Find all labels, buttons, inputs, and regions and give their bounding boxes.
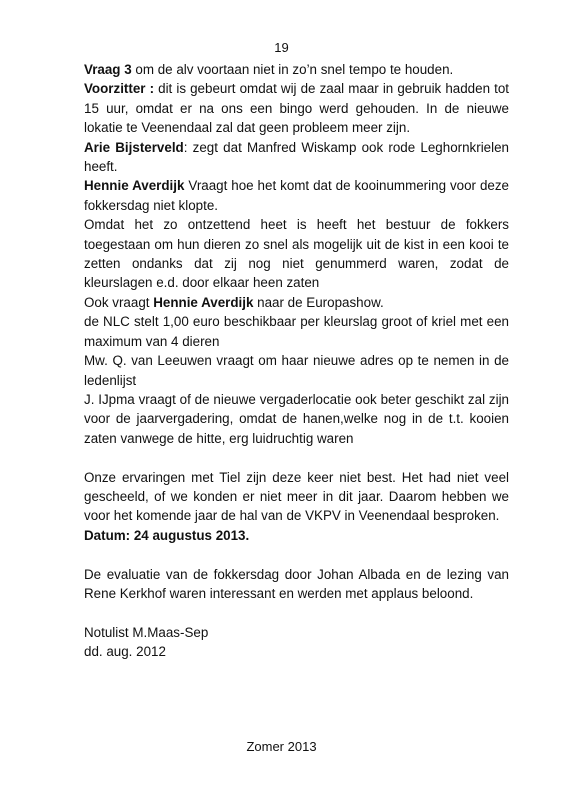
paragraph-nlc: de NLC stelt 1,00 euro beschikbaar per kleurslag groot of kriel met een maximum van 4 dieren [84, 314, 509, 349]
speaker-label: Voorzitter : [84, 81, 155, 97]
datum-line: Datum: 24 augustus 2013. [84, 527, 250, 543]
paragraph-omdat: Omdat het zo ontzettend heet is heeft het bestuur de fokkers toegestaan om hun dieren zo snel als mogelijk uit de kist in een kooi te zetten ondanks dat zij nog niet genummerd waren, zodat de kleurslagen e.d. door elkaar heen zaten [84, 217, 509, 291]
speaker-label: Vraag 3 [84, 62, 132, 77]
page-number: 19 [274, 40, 289, 55]
paragraph-arie: Arie Bijsterveld: zegt dat Manfred Wiskamp ook rode Leghornkrielen heeft. [84, 139, 509, 175]
paragraph-vraag3: Vraag 3 om de alv voortaan niet in zo’n snel tempo te houden. [84, 62, 454, 77]
document-body [84, 60, 509, 662]
speaker-label: Hennie Averdijk [153, 294, 254, 310]
paragraph-ijpma: J. IJpma vraagt of de nieuwe vergaderlocatie ook beter geschikt zal zijn voor de jaarvergadering, omdat de hanen,welke nog in de t.t. kooien zaten vanwege de hitte, erg luidruchtig waren [84, 391, 509, 446]
date-line: dd. aug. 2012 [84, 644, 166, 660]
notulist-line: Notulist M.Maas-Sep [84, 624, 209, 640]
paragraph-evaluation: De evaluatie van de fokkersdag door Johan Albada en de lezing van Rene Kerkhof waren interessant en werden met applaus beloond. [84, 566, 509, 601]
paragraph-leeuwen: Mw. Q. van Leeuwen vraagt om haar nieuwe adres op te nemen in de ledenlijst [84, 353, 509, 388]
speaker-label: Arie Bijsterveld [84, 139, 184, 155]
paragraph-experience: Onze ervaringen met Tiel zijn deze keer niet best. Het had niet veel gescheeld, of we konden er niet meer in dit jaar. Daarom hebben we voor het komende jaar de hal van de VKPV in Veenendaal besproken. [84, 469, 509, 524]
page-footer: Zomer 2013 [246, 739, 317, 754]
speaker-label: Hennie Averdijk [84, 178, 185, 194]
paragraph-voorzitter: Voorzitter : dit is gebeurt omdat wij de zaal maar in gebruik hadden tot 15 uur, omdat er na ons een bingo werd gehouden. In de nieuwe lokatie te Veenendaal zal dat geen probleem meer zijn. [84, 81, 509, 136]
paragraph-hennie: Hennie Averdijk Vraagt hoe het komt dat de kooinummering voor deze fokkersdag niet klopte. [84, 178, 509, 213]
paragraph-ook-vraagt: Ook vraagt Hennie Averdijk naar de Europashow. [84, 294, 384, 310]
